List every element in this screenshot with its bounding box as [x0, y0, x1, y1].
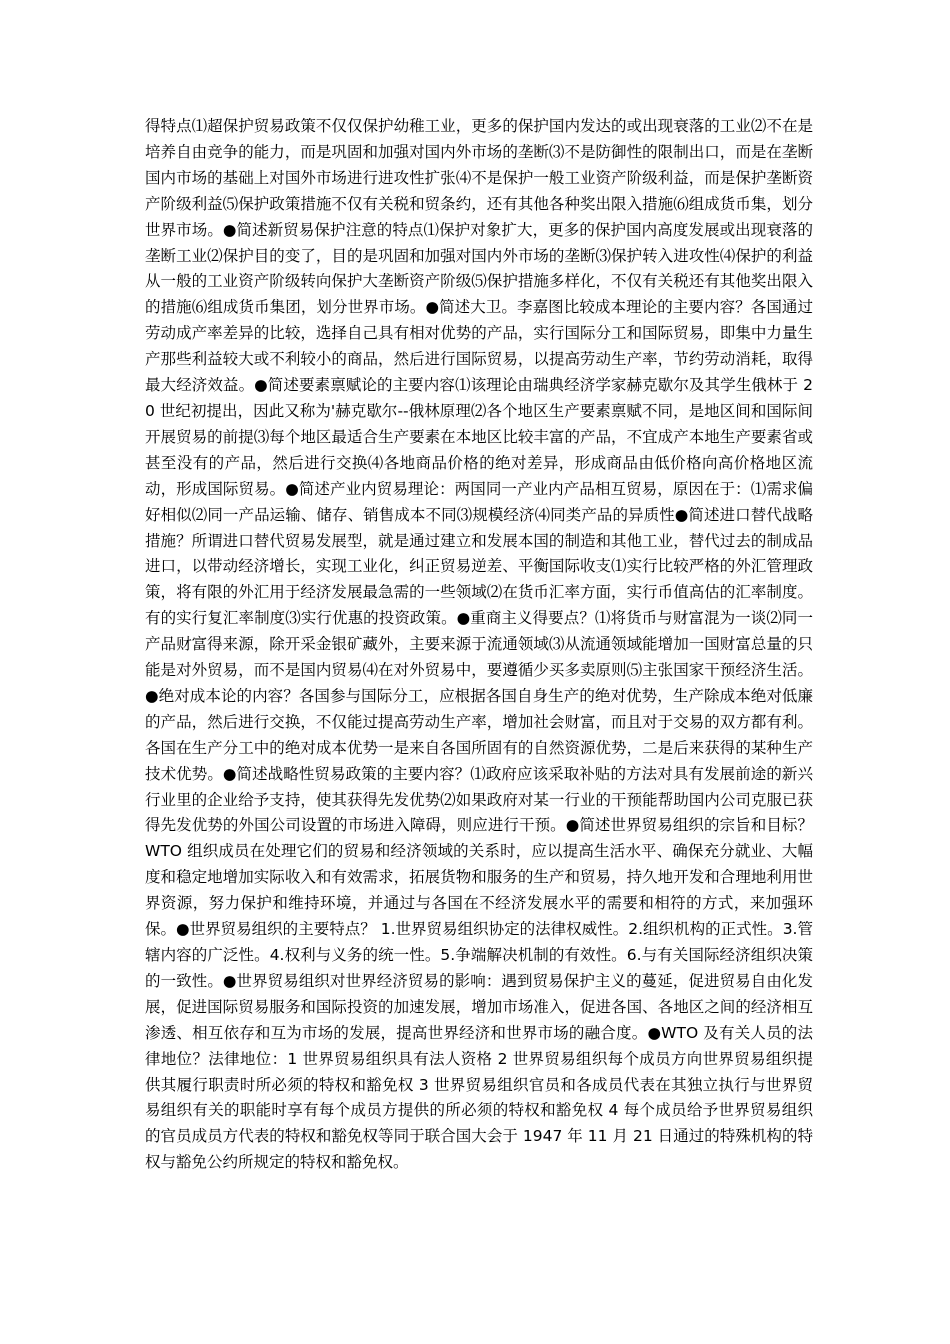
body-paragraph: 得特点⑴超保护贸易政策不仅仅保护幼稚工业，更多的保护国内发达的或出现衰落的工业⑵不在是培养自由竞争的能力，而是巩固和加强对国内外市场的垄断⑶不是防御性的限制出口，而是在垄断国内市场的基础上对国外市场进行进攻性扩张⑷不是保护一般工业资产阶级利益，而是保护垄断资产阶级利益⑸保护政策措施不仅有关税和贸条约，还有其他各种奖出限入措施⑹组成货币集，划分世界市场。●简述新贸易保护注意的特点⑴保护对象扩大，更多的保护国内高度发展或出现衰落的垄断工业⑵保护目的变了，目的是巩固和加强对国内外市场的垄断⑶保护转入进攻性⑷保护的利益从一般的工业资产阶级转向保护大垄断资产阶级⑸保护措施多样化，不仅有关税还有其他奖出限入的措施⑹组成货币集团，划分世界市场。●简述大卫。李嘉图比较成本理论的主要内容？各国通过劳动成产率差异的比较，选择自己具有相对优势的产品，实行国际分工和国际贸易，即集中力量生产那些利益较大或不利较小的商品，然后进行国际贸易，以提高劳动生产率，节约劳动消耗，取得最大经济效益。●简述要素禀赋论的主要内容⑴该理论由瑞典经济学家赫克歇尔及其学生俄林于 20 世纪初提出，因此又称为'赫克歇尔--俄林原理⑵各个地区生产要素禀赋不同，是地区间和国际间开展贸易的前提⑶每个地区最适合生产要素在本地区比较丰富的产品，不宜成产本地生产要素省或甚至没有的产品，然后进行交换⑷各地商品价格的绝对差异，形成商品由低价格向高价格地区流动，形成国际贸易。●简述产业内贸易理论：两国同一产业内产品相互贸易，原因在于：⑴需求偏好相似⑵同一产品运输、储存、销售成本不同⑶规模经济⑷同类产品的异质性●简述进口替代战略措施？所谓进口替代贸易发展型，就是通过建立和发展本国的制造和其他工业，替代过去的制成品进口，以带动经济增长，实现工业化，纠正贸易逆差、平衡国际收支⑴实行比较严格的外汇管理政策，将有限的外汇用于经济发展最急需的一些领域⑵在货币汇率方面，实行币值高估的汇率制度。有的实行复汇率制度⑶实行优惠的投资政策。●重商主义得要点？⑴将货币与财富混为一谈⑵同一产品财富得来源，除开采金银矿藏外，主要来源于流通领域⑶从流通领域能增加一国财富总量的只能是对外贸易，而不是国内贸易⑷在对外贸易中，要遵循少买多卖原则⑸主张国家干预经济生活。●绝对成本论的内容？各国参与国际分工，应根据各国自身生产的绝对优势，生产除成本绝对低廉的产品，然后进行交换，不仅能过提高劳动生产率，增加社会财富，而且对于交易的双方都有利。各国在生产分工中的绝对成本优势一是来自各国所固有的自然资源优势，二是后来获得的某种生产技术优势。●简述战略性贸易政策的主要内容？⑴政府应该采取补贴的方法对具有发展前途的新兴行业里的企业给予支持，使其获得先发优势⑵如果政府对某一行业的干预能帮助国内公司克服已获得先发优势的外国公司设置的市场进入障碍，则应进行干预。●简述世界贸易组织的宗旨和目标？ WTO 组织成员在处理它们的贸易和经济领域的关系时，应以提高生活水平、确保充分就业、大幅度和稳定地增加实际收入和有效需求，拓展货物和服务的生产和贸易，持久地开发和合理地利用世界资源，努力保护和维持环境，并通过与各国在不经济发展水平的需要和相符的方式，来加强环保。●世界贸易组织的主要特点？ 1.世界贸易组织协定的法律权威性。2.组织机构的正式性。3.管辖内容的广泛性。4.权利与义务的统一性。5.争端解决机制的有效性。6.与有关国际经济组织决策的一致性。●世界贸易组织对世界经济贸易的影响：遇到贸易保护主义的蔓延，促进贸易自由化发展，促进国际贸易服务和国际投资的加速发展，增加市场准入，促进各国、各地区之间的经济相互渗透、相互依存和互为市场的发展，提高世界经济和世界市场的融合度。●WTO 及有关人员的法律地位？法律地位：1 世界贸易组织具有法人资格 2 世界贸易组织每个成员方向世界贸易组织提供其履行职责时所必须的特权和豁免权 3 世界贸易组织官员和各成员代表在其独立执行与世界贸易组织有关的职能时享有每个成员方提供的所必须的特权和豁免权 4 每个成员给予世界贸易组织的官员成员方代表的特权和豁免权等同于联合国大会于 1947 年 11 月 21 日通过的特殊机构的特权与豁免公约所规定的特权和豁免权。 — [145, 117, 813, 1172]
